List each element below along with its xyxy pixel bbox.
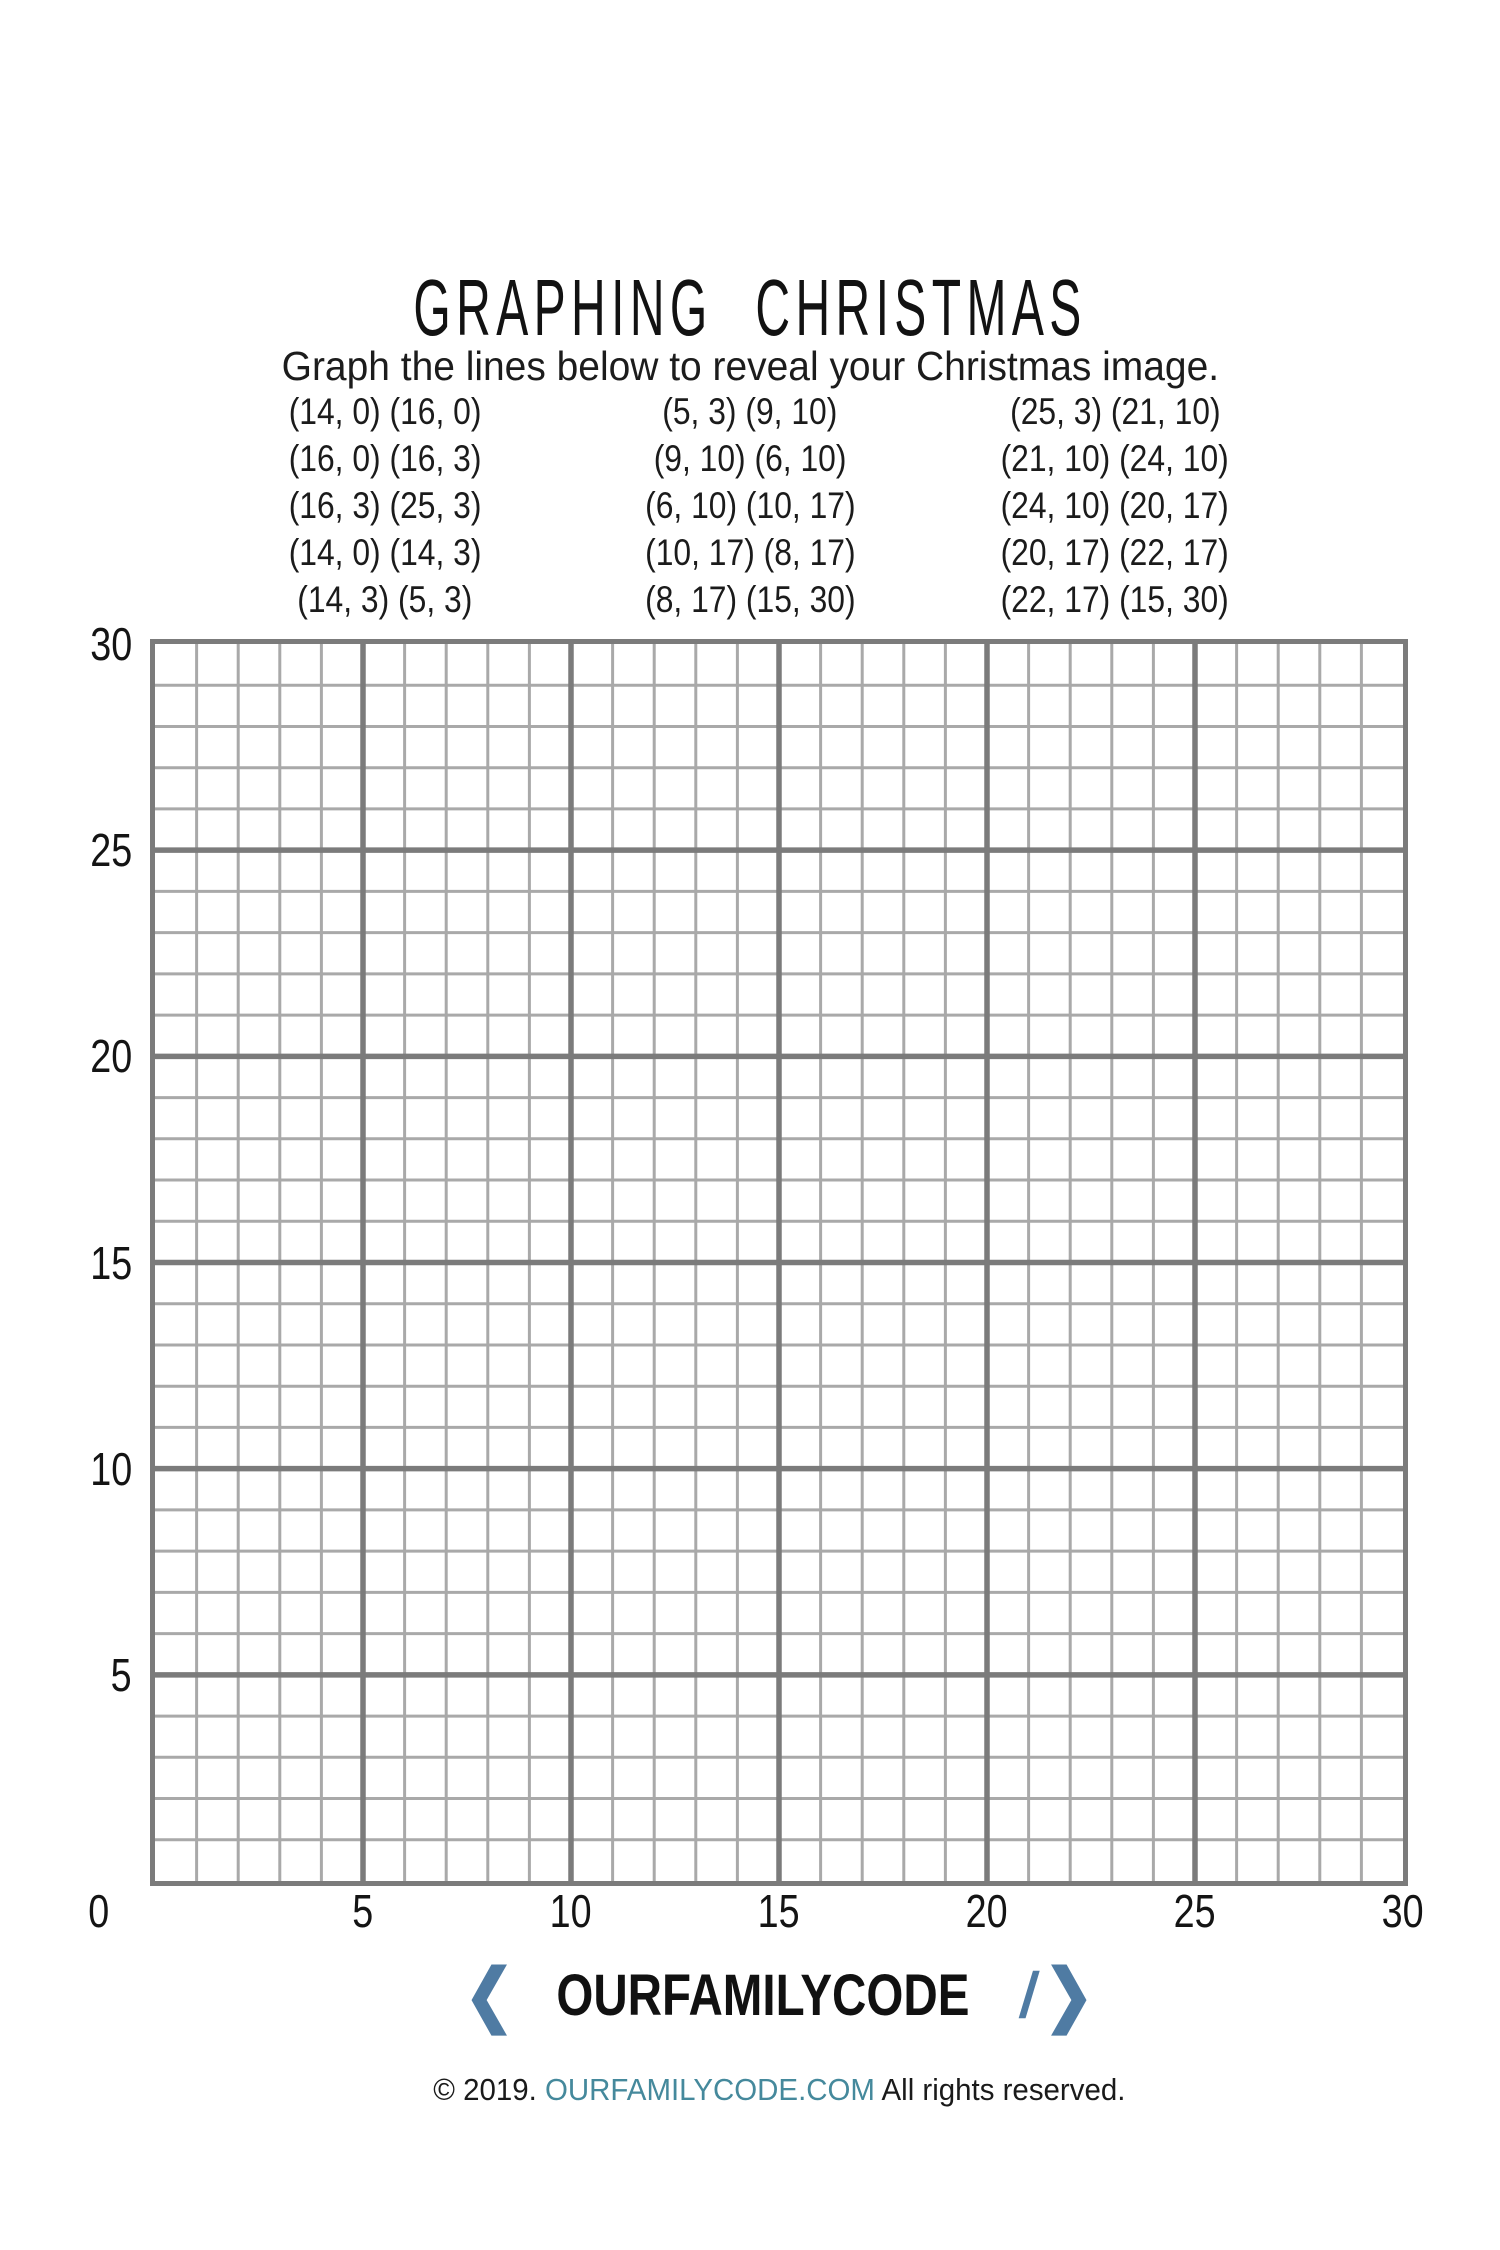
coordinate-pair-line <box>203 482 568 529</box>
logo-text: OURFAMILYCODE <box>556 1962 970 2028</box>
tick-text: 25 <box>90 824 132 877</box>
tick-text: 10 <box>550 1885 592 1937</box>
copyright-year: © 2019. <box>432 2072 545 2107</box>
tick-text: 10 <box>90 1442 132 1495</box>
copyright-line <box>150 2071 1408 2109</box>
y-axis-tick-label-10 <box>18 1442 132 1496</box>
tick-text: 15 <box>90 1236 132 1289</box>
x-axis-tick-label-15 <box>709 1884 849 1938</box>
y-axis-tick-label-20 <box>18 1029 132 1083</box>
coordinate-pair-line <box>568 482 933 529</box>
coordinate-pair-line <box>568 388 933 435</box>
coordinate-pair-text: (14, 0) (16, 0) <box>288 391 482 432</box>
x-axis-tick-label-30 <box>1333 1884 1473 1938</box>
coordinate-pair-text: (16, 0) (16, 3) <box>288 438 482 479</box>
x-axis-tick-label-10 <box>501 1884 641 1938</box>
page-subtitle <box>0 344 1500 389</box>
y-axis-tick-label-30 <box>18 617 132 671</box>
y-axis-tick-label-15 <box>18 1236 132 1290</box>
tick-text: 20 <box>966 1885 1008 1937</box>
left-chevron-icon: ❮ <box>464 1955 515 2033</box>
y-axis-tick-label-25 <box>18 823 132 877</box>
x-axis-tick-label-0 <box>29 1884 169 1938</box>
coordinate-pair-text: (21, 10) (24, 10) <box>1000 438 1230 479</box>
coordinate-pair-text: (9, 10) (6, 10) <box>653 438 847 479</box>
x-axis-tick-label-25 <box>1125 1884 1265 1938</box>
tick-text: 15 <box>758 1885 800 1937</box>
tick-text: 20 <box>90 1030 132 1083</box>
coordinate-pair-text: (14, 0) (14, 3) <box>288 532 482 573</box>
coordinate-pair-line <box>203 435 568 482</box>
coordinate-pair-text: (8, 17) (15, 30) <box>644 579 856 620</box>
x-axis-tick-label-20 <box>917 1884 1057 1938</box>
coordinate-pair-text: (16, 3) (25, 3) <box>288 485 482 526</box>
copyright-suffix: All rights reserved. <box>874 2072 1126 2107</box>
right-chevron-icon: ❯ <box>1043 1955 1094 2033</box>
coordinate-pair-text: (24, 10) (20, 17) <box>1000 485 1230 526</box>
tick-text: 30 <box>90 618 132 670</box>
coordinate-pair-line <box>203 388 568 435</box>
tick-text: 30 <box>1382 1885 1424 1937</box>
coordinate-pair-line <box>933 482 1298 529</box>
coordinate-pair-line <box>933 576 1298 623</box>
coordinate-list <box>0 388 1500 623</box>
coordinate-pair-line <box>933 529 1298 576</box>
coordinate-pair-text: (20, 17) (22, 17) <box>1000 532 1230 573</box>
coordinate-pair-line <box>203 529 568 576</box>
website-link: OURFAMILYCODE.COM <box>544 2072 875 2107</box>
slash-icon: / <box>1016 1959 1042 2031</box>
tick-text: 25 <box>1174 1885 1216 1937</box>
coordinate-pair-text: (14, 3) (5, 3) <box>297 579 473 620</box>
coordinate-pair-text: (6, 10) (10, 17) <box>644 485 856 526</box>
coordinate-pair-line <box>933 388 1298 435</box>
page-subtitle-text: Graph the lines below to reveal your Christmas image. <box>281 343 1219 389</box>
coordinate-pair-text: (25, 3) (21, 10) <box>1009 391 1221 432</box>
coordinate-pair-text: (10, 17) (8, 17) <box>644 532 856 573</box>
coordinate-pair-line <box>568 576 933 623</box>
tick-text: 5 <box>111 1648 132 1701</box>
coordinate-pair-line <box>933 435 1298 482</box>
page-title <box>0 262 1500 352</box>
coordinate-pair-line <box>568 529 933 576</box>
tick-text: 5 <box>352 1885 374 1937</box>
x-axis-tick-label-5 <box>293 1884 433 1938</box>
coordinate-pair-line <box>203 576 568 623</box>
y-axis-tick-label-5 <box>18 1648 132 1702</box>
coordinate-pair-line <box>568 435 933 482</box>
graph-grid <box>150 639 1408 1886</box>
coordinate-column-2 <box>568 388 933 623</box>
coordinate-column-3 <box>933 388 1298 623</box>
ourfamilycode-logo <box>150 1955 1408 2033</box>
coordinate-pair-text: (5, 3) (9, 10) <box>662 391 838 432</box>
grid-lines-svg <box>155 644 1403 1881</box>
coordinate-column-1 <box>203 388 568 623</box>
page-title-text: GRAPHING CHRISTMAS <box>413 262 1087 352</box>
tick-text: 0 <box>88 1885 110 1937</box>
coordinate-pair-text: (22, 17) (15, 30) <box>1000 579 1230 620</box>
